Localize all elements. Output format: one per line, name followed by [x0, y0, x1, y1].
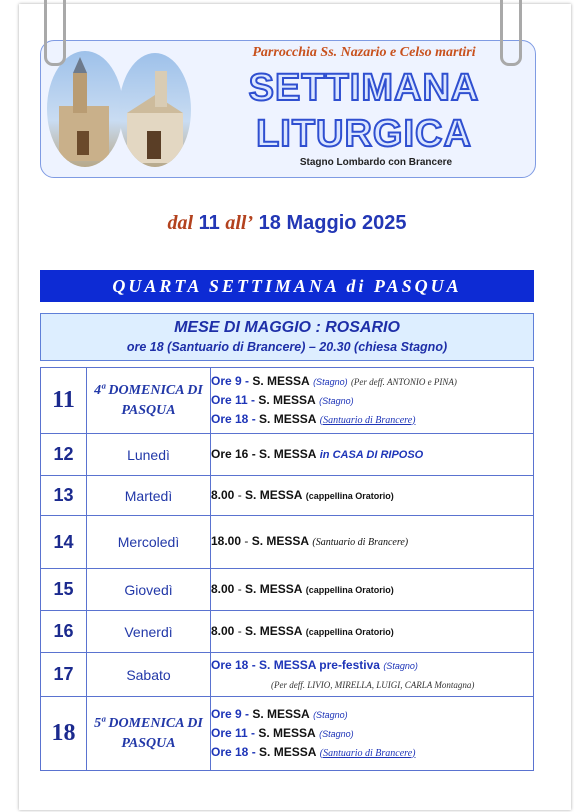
day-name: 4ª DOMENICA DI PASQUA: [87, 368, 211, 434]
church-photo-right: [119, 53, 191, 167]
events-cell: Ore 9 - S. MESSA (Stagno) Ore 11 - S. MESSA (Stagno) Ore 18 - S. MESSA (Santuario di Brancere): [211, 697, 534, 771]
rosary-box: [40, 313, 534, 361]
day-number: 13: [41, 476, 87, 516]
day-number: 17: [41, 653, 87, 697]
table-row: [41, 434, 534, 476]
day-name: Venerdì: [87, 611, 211, 653]
table-row: [41, 611, 534, 653]
rosary-title: MESE DI MAGGIO : ROSARIO: [174, 319, 400, 336]
table-row: [41, 516, 534, 569]
schedule-table: [40, 367, 534, 771]
table-row: [41, 653, 534, 697]
day-name: 5ª DOMENICA DI PASQUA: [87, 697, 211, 771]
place-name: Stagno Lombardo con Brancere: [299, 157, 453, 168]
day-name: Sabato: [87, 653, 211, 697]
day-number: 18: [41, 697, 87, 771]
day-number: 12: [41, 434, 87, 476]
week-banner: QUARTA SETTIMANA di PASQUA: [40, 270, 534, 302]
header-frame: [40, 40, 536, 178]
paperclip-left-icon: [44, 0, 66, 66]
events-cell: 8.00 - S. MESSA (cappellina Oratorio): [211, 476, 534, 516]
rosary-times: ore 18 (Santuario di Brancere) – 20.30 (chiesa Stagno): [126, 340, 448, 354]
church-photo-left: [47, 51, 123, 167]
day-name: Mercoledì: [87, 516, 211, 569]
title-liturgica: LITURGICA: [256, 113, 472, 155]
day-number: 16: [41, 611, 87, 653]
events-cell: 8.00 - S. MESSA (cappellina Oratorio): [211, 611, 534, 653]
title-settimana: SETTIMANA: [248, 67, 480, 109]
day-number: 11: [41, 368, 87, 434]
paperclip-right-icon: [500, 0, 522, 66]
table-row: [41, 368, 534, 434]
table-row: [41, 476, 534, 516]
day-name: Giovedì: [87, 569, 211, 611]
day-name: Martedì: [87, 476, 211, 516]
events-cell: Ore 18 - S. MESSA pre-festiva (Stagno) (Per deff. LIVIO, MIRELLA, LUIGI, CARLA Montagna): [211, 653, 534, 697]
events-cell: 8.00 - S. MESSA (cappellina Oratorio): [211, 569, 534, 611]
events-cell: Ore 9 - S. MESSA (Stagno) (Per deff. ANTONIO e PINA) Ore 11 - S. MESSA (Stagno) Ore 18 - S. MESSA (Santuario di Brancere): [211, 368, 534, 434]
table-row: [41, 697, 534, 771]
table-row: [41, 569, 534, 611]
parish-name: Parrocchia Ss. Nazario e Celso martiri: [252, 45, 476, 60]
events-cell: Ore 16 - S. MESSA in CASA DI RIPOSO: [211, 434, 534, 476]
day-number: 14: [41, 516, 87, 569]
events-cell: 18.00 - S. MESSA (Santuario di Brancere): [211, 516, 534, 569]
date-range: dal 11 all’ 18 Maggio 2025: [167, 212, 407, 234]
day-name: Lunedì: [87, 434, 211, 476]
day-number: 15: [41, 569, 87, 611]
